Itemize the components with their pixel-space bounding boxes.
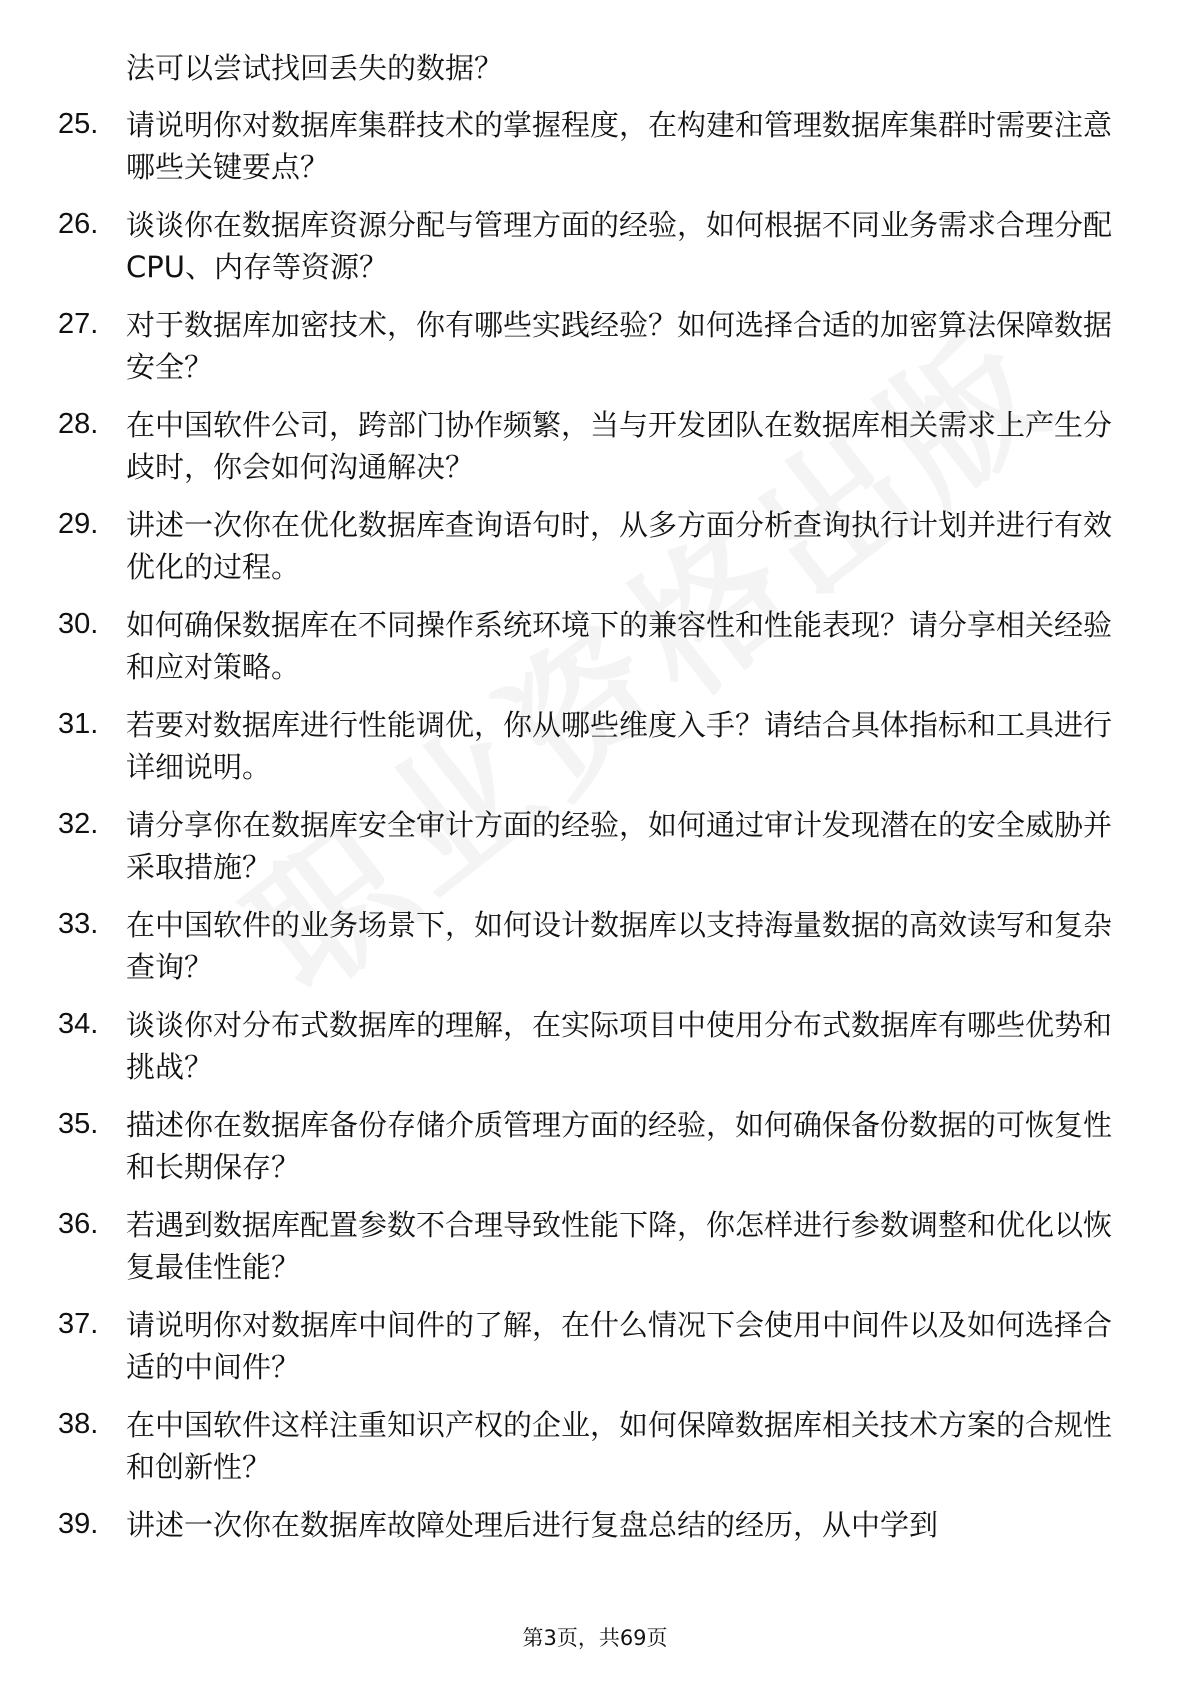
question-list bbox=[58, 48, 1138, 1562]
question-item bbox=[58, 1104, 1138, 1188]
question-number: 33. bbox=[58, 908, 99, 940]
question-number: 27. bbox=[58, 308, 99, 340]
question-item bbox=[58, 1404, 1138, 1488]
question-number: 31. bbox=[58, 708, 99, 740]
question-item bbox=[58, 304, 1138, 388]
question-item bbox=[58, 904, 1138, 988]
question-item bbox=[58, 704, 1138, 788]
question-text: 谈谈你对分布式数据库的理解，在实际项目中使用分布式数据库有哪些优势和挑战？ bbox=[126, 1008, 1113, 1084]
question-number: 36. bbox=[58, 1208, 99, 1240]
question-item bbox=[58, 604, 1138, 688]
question-item bbox=[58, 404, 1138, 488]
question-item bbox=[58, 204, 1138, 288]
question-text: 讲述一次你在数据库故障处理后进行复盘总结的经历，从中学到 bbox=[126, 1508, 939, 1542]
question-text: 若要对数据库进行性能调优，你从哪些维度入手？请结合具体指标和工具进行详细说明。 bbox=[126, 708, 1113, 784]
question-number: 30. bbox=[58, 608, 99, 640]
question-item bbox=[58, 1504, 1138, 1546]
page-footer: 第3页，共69页 bbox=[522, 1626, 668, 1650]
question-text: 如何确保数据库在不同操作系统环境下的兼容性和性能表现？请分享相关经验和应对策略。 bbox=[126, 608, 1113, 684]
question-text: 请分享你在数据库安全审计方面的经验，如何通过审计发现潜在的安全威胁并采取措施？ bbox=[126, 808, 1113, 884]
question-text: 请说明你对数据库集群技术的掌握程度，在构建和管理数据库集群时需要注意哪些关键要点？ bbox=[126, 108, 1113, 184]
question-item bbox=[58, 1204, 1138, 1288]
question-text: 对于数据库加密技术，你有哪些实践经验？如何选择合适的加密算法保障数据安全？ bbox=[126, 308, 1113, 384]
question-number: 25. bbox=[58, 108, 99, 140]
question-item bbox=[58, 504, 1138, 588]
question-item bbox=[58, 104, 1138, 188]
question-text: 在中国软件这样注重知识产权的企业，如何保障数据库相关技术方案的合规性和创新性？ bbox=[126, 1408, 1113, 1484]
question-item bbox=[58, 1304, 1138, 1388]
question-item bbox=[58, 804, 1138, 888]
question-number: 32. bbox=[58, 808, 99, 840]
question-number: 35. bbox=[58, 1108, 99, 1140]
question-text: 谈谈你在数据库资源分配与管理方面的经验，如何根据不同业务需求合理分配CPU、内存等资源？ bbox=[126, 208, 1113, 284]
question-text: 描述你在数据库备份存储介质管理方面的经验，如何确保备份数据的可恢复性和长期保存？ bbox=[126, 1108, 1113, 1184]
question-number: 38. bbox=[58, 1408, 99, 1440]
question-continuation: 法可以尝试找回丢失的数据？ bbox=[126, 51, 504, 85]
question-number: 26. bbox=[58, 208, 99, 240]
question-text: 在中国软件公司，跨部门协作频繁，当与开发团队在数据库相关需求上产生分歧时，你会如何沟通解决？ bbox=[126, 408, 1113, 484]
question-number: 39. bbox=[58, 1508, 99, 1540]
question-number: 28. bbox=[58, 408, 99, 440]
question-item bbox=[58, 1004, 1138, 1088]
question-text: 讲述一次你在优化数据库查询语句时，从多方面分析查询执行计划并进行有效优化的过程。 bbox=[126, 508, 1113, 584]
question-number: 29. bbox=[58, 508, 99, 540]
question-text: 请说明你对数据库中间件的了解，在什么情况下会使用中间件以及如何选择合适的中间件？ bbox=[126, 1308, 1113, 1384]
question-text: 在中国软件的业务场景下，如何设计数据库以支持海量数据的高效读写和复杂查询？ bbox=[126, 908, 1113, 984]
question-text: 若遇到数据库配置参数不合理导致性能下降，你怎样进行参数调整和优化以恢复最佳性能？ bbox=[126, 1208, 1113, 1284]
question-number: 37. bbox=[58, 1308, 99, 1340]
question-number: 34. bbox=[58, 1008, 99, 1040]
